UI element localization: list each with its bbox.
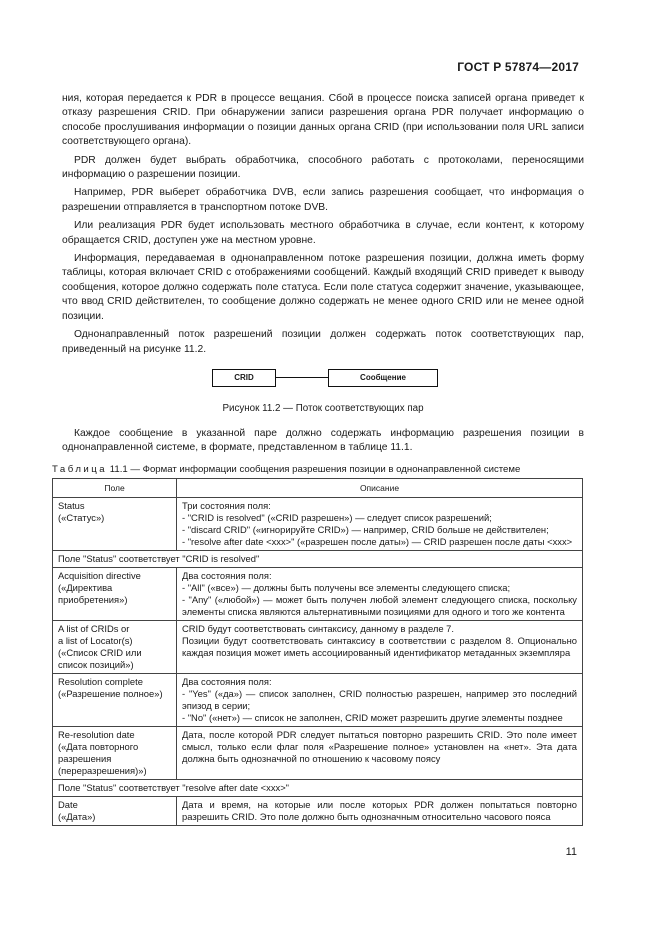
table-row [53, 726, 583, 779]
figure-crid-box: CRID [212, 369, 276, 387]
table-span-row [53, 779, 583, 796]
field-name-translation: («Директива приобретения») [58, 581, 128, 605]
table-header-row [53, 478, 583, 497]
column-header-description: Описание [177, 478, 583, 497]
field-name-translation: («Дата») [58, 810, 96, 822]
description-line: CRID будут соответствовать синтаксису, данному в разделе 7. [182, 622, 454, 634]
figure-connector-line [276, 377, 328, 378]
table-row [53, 796, 583, 825]
body-text [52, 92, 584, 826]
span-cell: Поле "Status" соответствует "CRID is resolved" [53, 550, 583, 567]
field-name-translation: («Список CRID или список позиций») [58, 646, 142, 670]
table-title-text: 11.1 — Формат информации сообщения разрешения позиции в однонаправленной системе [109, 463, 521, 475]
figure-message-box: Сообщение [328, 369, 438, 387]
table-row [53, 567, 583, 620]
paragraph: Например, PDR выберет обработчика DVB, если запись разрешения сообщает, что информация о разрешении отправляется в транспортном потоке DVB. [62, 187, 584, 213]
field-name-translation: («Статус») [58, 511, 105, 523]
description-line: Дата и время, на которые или после которых PDR должен попытаться повторно разрешить CRID. Это поле должно быть однозначным относительно часового пояса [182, 798, 577, 822]
field-cell [53, 497, 177, 550]
field-name: Resolution complete [58, 675, 143, 687]
description-cell [177, 497, 583, 550]
field-name: a list of Locator(s) [58, 634, 133, 646]
column-header-field: Поле [53, 478, 177, 497]
figure-caption: Рисунок 11.2 — Поток соответствующих пар [222, 402, 424, 414]
field-cell [53, 796, 177, 825]
table-row [53, 620, 583, 673]
field-name: A list of CRIDs or [58, 622, 130, 634]
description-line: - "CRID is resolved" («CRID разрешен») — следует список разрешений; [182, 511, 492, 523]
table-row [53, 497, 583, 550]
paragraph: ния, которая передается к PDR в процессе вещания. Сбой в процессе поиска записей органа приведет к отказу разрешения CRID. При обнаружении записи разрешения органа PDR получает информацию о способе прослушивания информации о позиции данных органа CRID (при использовании поля URL записи соответствующего органа). [62, 93, 584, 148]
standard-header: ГОСТ Р 57874—2017 [457, 60, 579, 74]
field-name-translation: («Дата повторного разрешения (переразрешения)») [58, 740, 147, 776]
table-span-row [53, 550, 583, 567]
paragraph: Или реализация PDR будет использовать местного обработчика в случае, если контент, к которому обращается CRID, доступен уже на местном уровне. [62, 220, 584, 246]
field-name: Acquisition directive [58, 569, 141, 581]
paragraph: Информация, передаваемая в однонаправленном потоке разрешения позиции, должна иметь форму таблицы, которая включает CRID с отображениями сообщений. Каждый входящий CRID приведет к выводу сообщения, которое должно содержать поле статуса. Если поле статуса содержит значение, указывающее, что ввод CRID действителен, то сообщение должно содержать не менее одного CRID или не менее одной позиции. [62, 253, 584, 322]
description-line: Два состояния поля: [182, 569, 272, 581]
table-row [53, 673, 583, 726]
field-name: Date [58, 798, 78, 810]
description-line: - "discard CRID" («игнорируйте CRID») — например, CRID больше не действителен; [182, 523, 549, 535]
description-cell [177, 620, 583, 673]
paragraph: PDR должен будет выбрать обработчика, способного работать с протоколами, переносящими информацию о разрешении позиции. [62, 154, 584, 181]
table-title [52, 464, 584, 475]
paragraph: Каждое сообщение в указанной паре должно содержать информацию разрешения позиции в однонаправленной системе, в формате, представленном в таблице 11.1. [62, 427, 584, 454]
description-cell [177, 673, 583, 726]
field-cell [53, 673, 177, 726]
description-line: - "No" («нет») — список не заполнен, CRID может разрешить другие элементы позднее [182, 711, 563, 723]
description-cell [177, 567, 583, 620]
description-line: - "All" («все») — должны быть получены все элементы следующего списка; [182, 581, 511, 593]
description-line: Три состояния поля: [182, 499, 271, 511]
description-line: - "Any" («любой») — может быть получен любой элемент следующего списка, поскольку элементы списка являются альтернативными позициями для одного и того же контента [182, 593, 577, 617]
table-title-word: Таблица [52, 463, 108, 475]
field-name-translation: («Разрешение полное») [58, 687, 163, 699]
description-line: Дата, после которой PDR следует пытаться повторно разрешить CRID. Это поле имеет смысл, только если флаг поля «Разрешение полное» установлен на «нет». Эта дата должна быть однозначной по отношению к часовому поясу [182, 728, 577, 764]
description-line: Позиции будут соответствовать синтаксису в соответствии с разделом 8. Опционально каждая позиция может иметь ассоциированный идентификатор метаданных экземпляра [182, 634, 577, 658]
field-name: Status [58, 499, 85, 511]
description-line: - "resolve after date <xxx>" («разрешен после даты») — CRID разрешен после даты <xxx> [182, 535, 573, 547]
field-cell [53, 620, 177, 673]
format-table [52, 478, 583, 826]
field-cell [53, 726, 177, 779]
page-number: 11 [565, 846, 577, 858]
figure-11-2 [62, 361, 584, 427]
field-name: Re-resolution date [58, 728, 135, 740]
description-line: - "Yes" («да») — список заполнен, CRID полностью разрешен, например это последний эпизод в серии; [182, 687, 577, 711]
paragraph: Однонаправленный поток разрешений позиции должен содержать поток соответствующих пар, приведенный на рисунке 11.2. [62, 329, 584, 355]
span-cell: Поле "Status" соответствует "resolve after date <xxx>" [53, 779, 583, 796]
description-cell [177, 796, 583, 825]
field-cell [53, 567, 177, 620]
description-cell [177, 726, 583, 779]
description-line: Два состояния поля: [182, 675, 272, 687]
